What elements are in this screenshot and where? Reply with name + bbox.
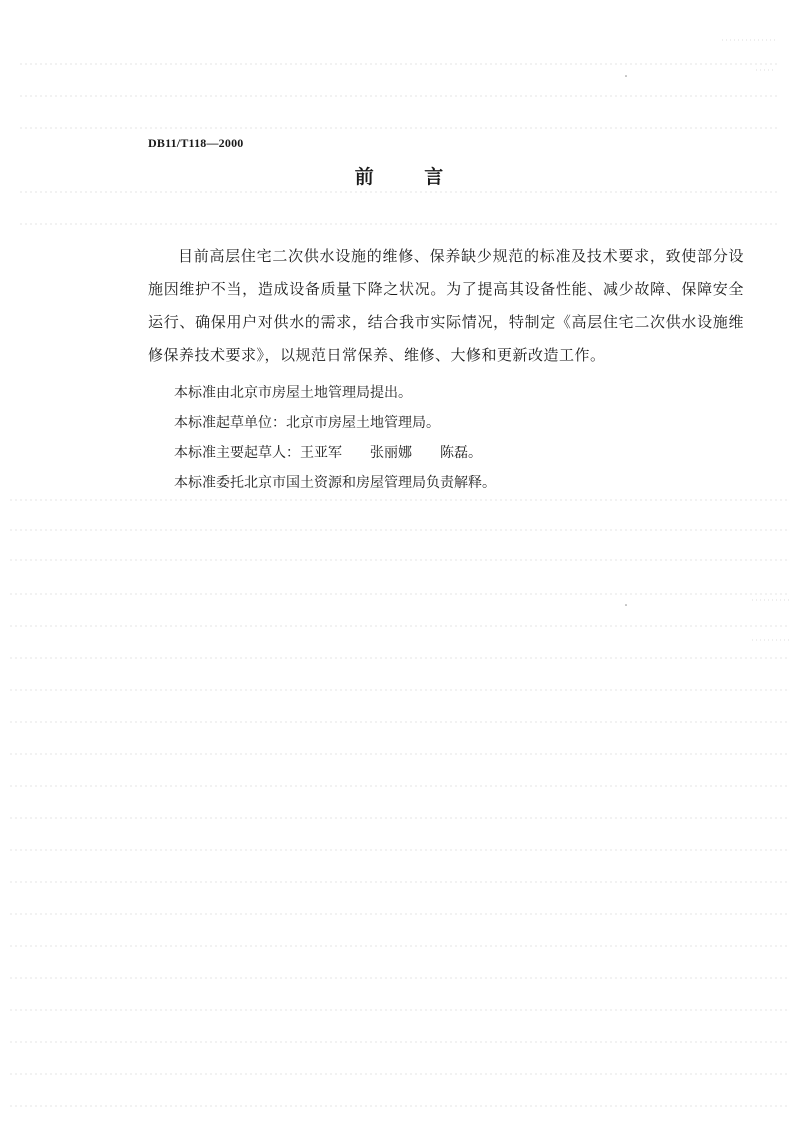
page-title: 前 言 [354, 166, 466, 188]
drafters-label: 本标准主要起草人： [174, 445, 300, 461]
foreword-paragraph: 目前高层住宅二次供水设施的维修、保养缺少规范的标准及技术要求，致使部分设施因维护不当，造成设备质量下降之状况。为了提高其设备性能、减少故障、保障安全运行、确保用户对供水的需求，结合我市实际情况，特制定《高层住宅二次供水设施维修保养技术要求》，以规范日常保养、维修、大修和更新改造工作。 [148, 247, 744, 364]
drafter-name: 王亚军 [300, 445, 342, 461]
drafter-name: 陈磊。 [440, 445, 482, 461]
foreword-body [148, 240, 744, 498]
drafting-unit-line [148, 408, 744, 438]
drafters-line [148, 438, 744, 468]
proposer-line: 本标准由北京市房屋土地管理局提出。 [174, 385, 412, 401]
drafting-unit-value: 北京市房屋土地管理局。 [286, 415, 440, 431]
document-code: DB11/T118—2000 [148, 136, 244, 150]
interpretation-line: 本标准委托北京市国土资源和房屋管理局负责解释。 [174, 475, 496, 491]
drafter-name: 张丽娜 [370, 445, 412, 461]
drafting-unit-label: 本标准起草单位： [174, 415, 286, 431]
